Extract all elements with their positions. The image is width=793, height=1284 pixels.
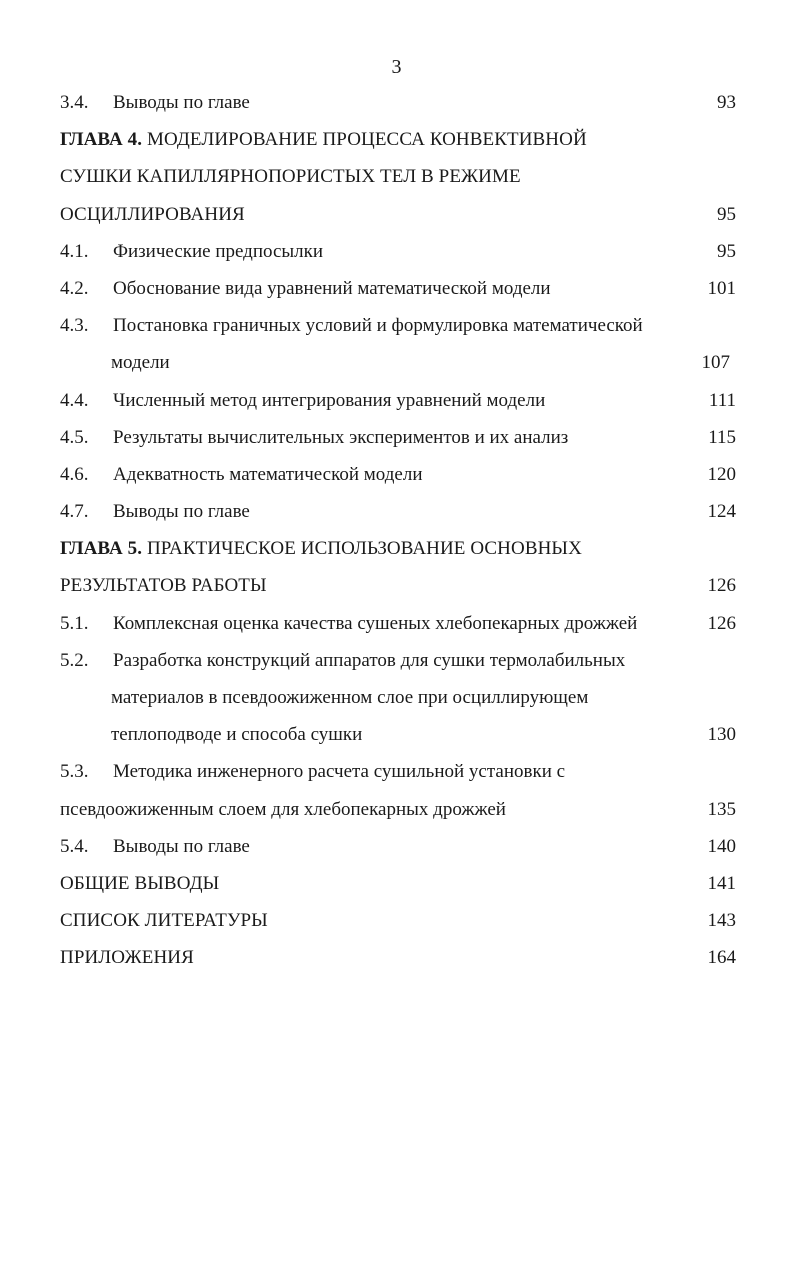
table-of-contents <box>60 84 738 977</box>
toc-entry-page: 126 <box>707 575 736 597</box>
toc-entry-title: Физические предпосылки <box>113 240 324 262</box>
toc-entry-4-7 <box>60 493 738 530</box>
toc-entry-number: 4.3. <box>60 315 89 337</box>
toc-entry-number: 4.7. <box>60 501 89 523</box>
toc-entry-title: Результаты вычислительных экспериментов и их анализ <box>113 426 569 448</box>
toc-entry-page: 101 <box>707 277 736 299</box>
toc-entry-page: 135 <box>707 798 736 820</box>
toc-entry-number: 4.2. <box>60 277 89 299</box>
toc-entry-page: 95 <box>717 203 736 225</box>
toc-entry-page: 140 <box>707 835 736 857</box>
toc-entry-title: Выводы по главе <box>113 501 250 523</box>
toc-entry-number: 4.5. <box>60 426 89 448</box>
toc-entry-title: ПРИЛОЖЕНИЯ <box>60 947 194 969</box>
toc-chapter-title-text: РЕЗУЛЬТАТОВ РАБОТЫ <box>60 575 267 597</box>
toc-entry-4-3-cont <box>60 344 738 381</box>
toc-entry-page: 107 <box>701 352 730 374</box>
toc-entry-number: 3.4. <box>60 92 89 113</box>
toc-chapter-5-line-2 <box>60 567 738 604</box>
toc-chapter-label: ГЛАВА 4. <box>60 129 143 151</box>
toc-entry-title-cont: модели <box>111 352 170 374</box>
toc-entry-3-4 <box>60 84 738 121</box>
toc-entry-page: 95 <box>717 240 736 262</box>
toc-entry-page: 111 <box>708 389 736 411</box>
toc-entry-page: 124 <box>707 501 736 523</box>
toc-entry-5-3-cont <box>60 791 738 828</box>
toc-entry-title: ОБЩИЕ ВЫВОДЫ <box>60 872 220 894</box>
toc-entry-number: 5.4. <box>60 835 89 857</box>
toc-entry-number: 4.4. <box>60 389 89 411</box>
toc-entry-page: 126 <box>707 612 736 634</box>
toc-entry-title: Методика инженерного расчета сушильной установки с <box>113 761 566 783</box>
toc-entry-4-4 <box>60 382 738 419</box>
toc-entry-number: 4.1. <box>60 240 89 262</box>
toc-entry-number: 5.1. <box>60 612 89 634</box>
toc-entry-number: 5.2. <box>60 649 89 671</box>
toc-entry-5-4 <box>60 828 738 865</box>
toc-entry-title: Выводы по главе <box>113 835 250 857</box>
toc-entry-title: Выводы по главе <box>113 92 250 113</box>
toc-chapter-title-text: ПРАКТИЧЕСКОЕ ИСПОЛЬЗОВАНИЕ ОСНОВНЫХ <box>146 538 582 560</box>
toc-entry-references <box>60 902 738 939</box>
toc-entry-5-2 <box>60 642 738 679</box>
toc-chapter-4-line-2 <box>60 158 738 195</box>
toc-chapter-title-text: ОСЦИЛЛИРОВАНИЯ <box>60 203 245 225</box>
toc-entry-page: 164 <box>707 947 736 969</box>
toc-entry-appendices <box>60 939 738 976</box>
toc-entry-title: Адекватность математической модели <box>113 463 423 485</box>
toc-chapter-4-line-3 <box>60 196 738 233</box>
toc-entry-title-cont: псевдоожиженным слоем для хлебопекарных дрожжей <box>60 798 506 820</box>
toc-entry-page: 115 <box>708 426 736 448</box>
toc-entry-4-3 <box>60 307 738 344</box>
toc-entry-title: Постановка граничных условий и формулировка математической <box>113 315 643 337</box>
toc-entry-title: Комплексная оценка качества сушеных хлебопекарных дрожжей <box>113 612 638 634</box>
toc-entry-4-1 <box>60 233 738 270</box>
toc-entry-5-1 <box>60 605 738 642</box>
toc-entry-5-3 <box>60 753 738 790</box>
toc-chapter-5-line-1 <box>60 530 738 567</box>
toc-entry-page: 141 <box>707 872 736 894</box>
toc-entry-page: 93 <box>717 92 736 113</box>
page-number: 3 <box>391 56 402 78</box>
toc-chapter-title-text: МОДЕЛИРОВАНИЕ ПРОЦЕССА КОНВЕКТИВНОЙ <box>146 129 587 151</box>
toc-entry-title-cont: теплоподводе и способа сушки <box>111 724 363 746</box>
toc-entry-page: 143 <box>707 910 736 932</box>
toc-entry-4-2 <box>60 270 738 307</box>
toc-entry-title: СПИСОК ЛИТЕРАТУРЫ <box>60 910 268 932</box>
toc-entry-title: Разработка конструкций аппаратов для сушки термолабильных <box>113 649 626 671</box>
toc-entry-title: Обоснование вида уравнений математической модели <box>113 277 551 299</box>
toc-entry-4-6 <box>60 456 738 493</box>
toc-chapter-4-line-1 <box>60 121 738 158</box>
toc-chapter-title-text: СУШКИ КАПИЛЛЯРНОПОРИСТЫХ ТЕЛ В РЕЖИМЕ <box>60 166 521 188</box>
toc-entry-5-2-cont-2 <box>60 716 738 753</box>
toc-entry-4-5 <box>60 419 738 456</box>
toc-entry-page: 130 <box>707 724 736 746</box>
toc-chapter-title <box>60 530 582 567</box>
toc-entry-number: 4.6. <box>60 463 89 485</box>
toc-entry-5-2-cont-1 <box>60 679 738 716</box>
toc-entry-title-cont: материалов в псевдоожиженном слое при осциллирующем <box>111 687 589 708</box>
toc-entry-page: 120 <box>707 463 736 485</box>
toc-chapter-label: ГЛАВА 5. <box>60 538 143 560</box>
toc-entry-conclusions <box>60 865 738 902</box>
toc-chapter-title <box>60 121 587 158</box>
toc-entry-title: Численный метод интегрирования уравнений модели <box>113 389 546 411</box>
toc-entry-number: 5.3. <box>60 761 89 783</box>
